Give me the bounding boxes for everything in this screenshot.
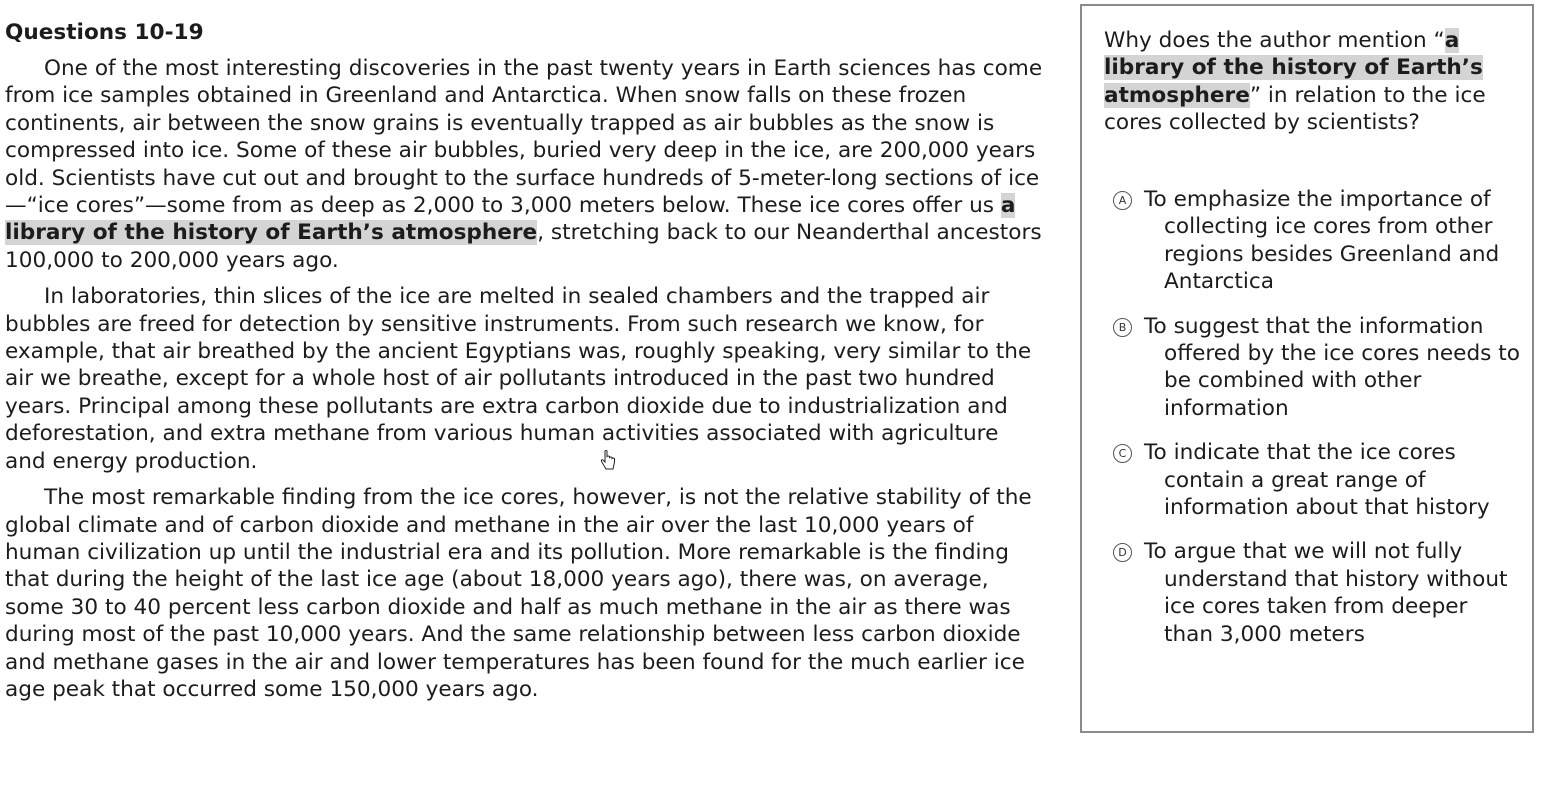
option-a[interactable] xyxy=(1112,186,1522,296)
paragraph-3-text: The most remarkable finding from the ice cores, however, is not the relative stability of the global climate and of carbon dioxide and methane in the air over the last 10,000 years of human civilization up until the industrial era and its pollution. More remarkable is the finding that during the height of the last ice age (about 18,000 years ago), there was, on average, some 30 to 40 percent less carbon dioxide and half as much methane in the air as there was during most of the past 10,000 years. And the same relationship between less carbon dioxide and methane gases in the air and lower temperatures has been found for the much earlier ice age peak that occurred some 150,000 years ago. xyxy=(5,485,1032,702)
question-panel xyxy=(1080,4,1534,733)
option-a-text: To emphasize the importance of collecting ice cores from other regions besides Greenland and Antarctica xyxy=(1144,187,1500,295)
highlighted-phrase: a library of the history of Earth’s atmosphere xyxy=(5,193,1016,246)
option-a-radio[interactable]: A xyxy=(1113,191,1132,210)
paragraph-1-text-end: , stretching back to our Neanderthal ancestors 100,000 to 200,000 years ago. xyxy=(5,220,1042,273)
paragraph-2 xyxy=(5,283,1045,475)
passage-title: Questions 10-19 xyxy=(5,20,204,45)
hand-pointer-icon xyxy=(600,450,616,472)
reading-passage xyxy=(5,18,1045,712)
paragraph-2-text: In laboratories, thin slices of the ice are melted in sealed chambers and the trapped air bubbles are freed for detection by sensitive instruments. From such research we know, for example, that air breathed by the ancient Egyptians was, roughly speaking, very similar to the air we breathe, except for a whole host of air pollutants introduced in the past two hundred years. Principal among these pollutants are extra carbon dioxide due to industrialization and deforestation, and extra methane from various human activities associated with agriculture and energy production. xyxy=(5,284,1032,474)
paragraph-1-text-start: One of the most interesting discoveries in the past twenty years in Earth sciences has come from ice samples obtained in Greenland and Antarctica. When snow falls on these frozen continents, air between the snow grains is eventually trapped as air bubbles as the snow is compressed into ice. Some of these air bubbles, buried very deep in the ice, are 200,000 years old. Scientists have cut out and brought to the surface hundreds of 5-meter-long sections of ice—“ice cores”—some from as deep as 2,000 to 3,000 meters below. These ice cores offer us xyxy=(5,56,1043,219)
option-b-radio[interactable]: B xyxy=(1113,318,1132,337)
answer-options xyxy=(1112,186,1522,665)
question-stem xyxy=(1104,27,1519,137)
question-text-end: ” in relation to the ice cores collected by scientists? xyxy=(1104,82,1486,136)
option-b-text: To suggest that the information offered by the ice cores needs to be combined with other information xyxy=(1144,313,1520,421)
option-d-text: To argue that we will not fully understand that history without ice cores taken from deeper than 3,000 meters xyxy=(1144,539,1508,647)
option-c-radio[interactable]: C xyxy=(1113,444,1132,463)
question-text-start: Why does the author mention “ xyxy=(1104,28,1445,53)
option-c-text: To indicate that the ice cores contain a great range of information about that history xyxy=(1144,440,1490,521)
option-d-radio[interactable]: D xyxy=(1113,543,1132,562)
paragraph-3 xyxy=(5,484,1045,703)
question-highlighted-phrase: a library of the history of Earth’s atmosphere xyxy=(1104,28,1483,108)
option-c[interactable] xyxy=(1112,439,1522,521)
option-b[interactable] xyxy=(1112,313,1522,423)
paragraph-1 xyxy=(5,55,1045,274)
option-d[interactable] xyxy=(1112,538,1522,648)
